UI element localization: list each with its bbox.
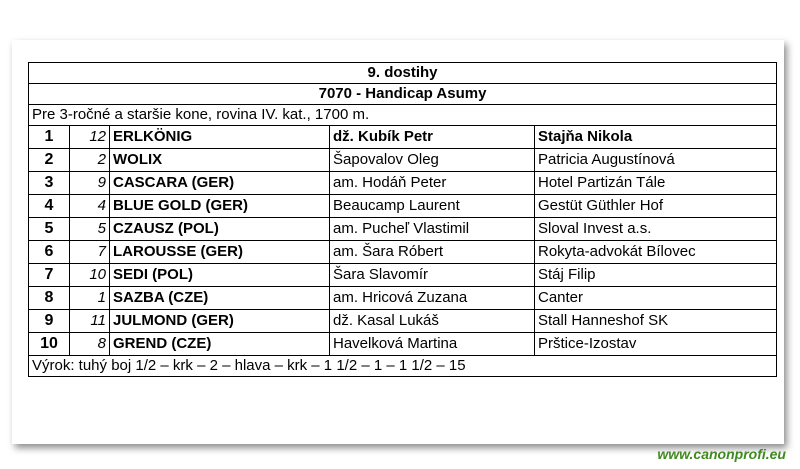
stable-name: Canter [535, 287, 777, 310]
horse-name: LAROUSSE (GER) [110, 241, 330, 264]
stable-name: Stajňa Nikola [535, 126, 777, 149]
jockey-name: Šapovalov Oleg [330, 149, 535, 172]
table-row [29, 195, 777, 218]
finish-position: 7 [29, 264, 70, 287]
finish-position: 4 [29, 195, 70, 218]
finish-position: 6 [29, 241, 70, 264]
horse-name: ERLKÖNIG [110, 126, 330, 149]
start-number: 4 [70, 195, 110, 218]
table-row [29, 172, 777, 195]
jockey-name: am. Hodáň Peter [330, 172, 535, 195]
start-number: 8 [70, 333, 110, 356]
stable-name: Prštice-Izostav [535, 333, 777, 356]
table-row [29, 310, 777, 333]
finish-position: 10 [29, 333, 70, 356]
table-row [29, 241, 777, 264]
table-row [29, 126, 777, 149]
horse-name: WOLIX [110, 149, 330, 172]
jockey-name: am. Pucheľ Vlastimil [330, 218, 535, 241]
horse-name: CZAUSZ (POL) [110, 218, 330, 241]
jockey-name: Beaucamp Laurent [330, 195, 535, 218]
margins-note: Výrok: tuhý boj 1/2 – krk – 2 – hlava – krk – 1 1/2 – 1 – 1 1/2 – 15 [29, 356, 777, 377]
race-conditions: Pre 3-ročné a staršie kone, rovina IV. kat., 1700 m. [29, 105, 777, 126]
stable-name: Patricia Augustínová [535, 149, 777, 172]
start-number: 5 [70, 218, 110, 241]
race-number: 9. dostihy [29, 63, 777, 84]
start-number: 2 [70, 149, 110, 172]
stable-name: Sloval Invest a.s. [535, 218, 777, 241]
results-rows [29, 126, 777, 356]
start-number: 7 [70, 241, 110, 264]
start-number: 11 [70, 310, 110, 333]
jockey-name: Šara Slavomír [330, 264, 535, 287]
horse-name: SEDI (POL) [110, 264, 330, 287]
finish-position: 2 [29, 149, 70, 172]
finish-position: 9 [29, 310, 70, 333]
stable-name: Gestüt Güthler Hof [535, 195, 777, 218]
start-number: 9 [70, 172, 110, 195]
horse-name: BLUE GOLD (GER) [110, 195, 330, 218]
table-row [29, 287, 777, 310]
start-number: 10 [70, 264, 110, 287]
jockey-name: am. Šara Róbert [330, 241, 535, 264]
finish-position: 8 [29, 287, 70, 310]
finish-position: 1 [29, 126, 70, 149]
race-results-table [28, 62, 777, 377]
race-name: 7070 - Handicap Asumy [29, 84, 777, 105]
stable-name: Hotel Partizán Tále [535, 172, 777, 195]
jockey-name: am. Hricová Zuzana [330, 287, 535, 310]
horse-name: SAZBA (CZE) [110, 287, 330, 310]
horse-name: JULMOND (GER) [110, 310, 330, 333]
start-number: 1 [70, 287, 110, 310]
finish-position: 5 [29, 218, 70, 241]
start-number: 12 [70, 126, 110, 149]
horse-name: GREND (CZE) [110, 333, 330, 356]
table-row [29, 218, 777, 241]
table-row [29, 264, 777, 287]
watermark-text: www.canonprofi.eu [657, 446, 786, 462]
stable-name: Stall Hanneshof SK [535, 310, 777, 333]
jockey-name: Havelková Martina [330, 333, 535, 356]
horse-name: CASCARA (GER) [110, 172, 330, 195]
finish-position: 3 [29, 172, 70, 195]
table-row [29, 149, 777, 172]
stable-name: Stáj Filip [535, 264, 777, 287]
jockey-name: dž. Kubík Petr [330, 126, 535, 149]
stable-name: Rokyta-advokát Bílovec [535, 241, 777, 264]
jockey-name: dž. Kasal Lukáš [330, 310, 535, 333]
table-row [29, 333, 777, 356]
